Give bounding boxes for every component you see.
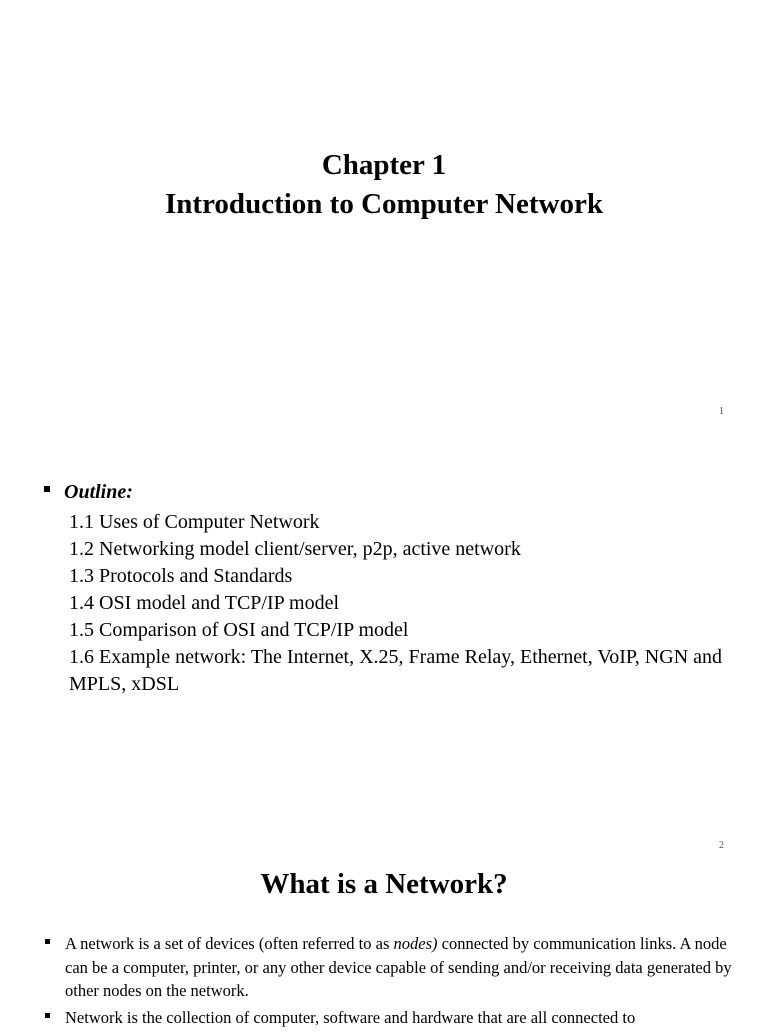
square-bullet-icon <box>45 939 50 944</box>
outline-label: Outline: <box>64 481 133 503</box>
bullet-text-italic: nodes) <box>393 934 438 953</box>
list-item: 1.1 Uses of Computer Network <box>69 511 320 533</box>
slide-3 <box>0 850 768 1027</box>
list-item: 1.4 OSI model and TCP/IP model <box>69 592 339 614</box>
outline-list <box>69 509 729 698</box>
square-bullet-icon <box>44 486 50 492</box>
list-item: 1.2 Networking model client/server, p2p, active network <box>69 538 521 560</box>
bullet-list <box>44 932 744 1032</box>
chapter-title <box>0 146 768 224</box>
list-item: 1.3 Protocols and Standards <box>69 565 293 587</box>
slide-2 <box>0 430 768 850</box>
bullet-text-after: connected by communication links. A node can be a computer, printer, or any other device capable of sending and/or receiving data generated by other nodes on the network. <box>65 934 732 1000</box>
list-item: 1.6 Example network: The Internet, X.25, Frame Relay, Ethernet, VoIP, NGN and MPLS, xDSL <box>69 646 723 695</box>
outline-heading <box>44 480 133 504</box>
square-bullet-icon <box>45 1013 50 1018</box>
page-number: 1 <box>719 406 724 417</box>
slide-1 <box>0 0 768 430</box>
list-item <box>44 932 744 1003</box>
chapter-number: Chapter 1 <box>321 149 447 181</box>
bullet-text-before: A network is a set of devices (often referred to as <box>65 934 394 953</box>
section-title: What is a Network? <box>260 868 508 900</box>
page-number: 2 <box>719 840 724 851</box>
chapter-name: Introduction to Computer Network <box>165 188 603 220</box>
list-item <box>44 1006 744 1030</box>
list-item: 1.5 Comparison of OSI and TCP/IP model <box>69 619 409 641</box>
bullet-text: Network is the collection of computer, software and hardware that are all connected to <box>65 1007 636 1027</box>
